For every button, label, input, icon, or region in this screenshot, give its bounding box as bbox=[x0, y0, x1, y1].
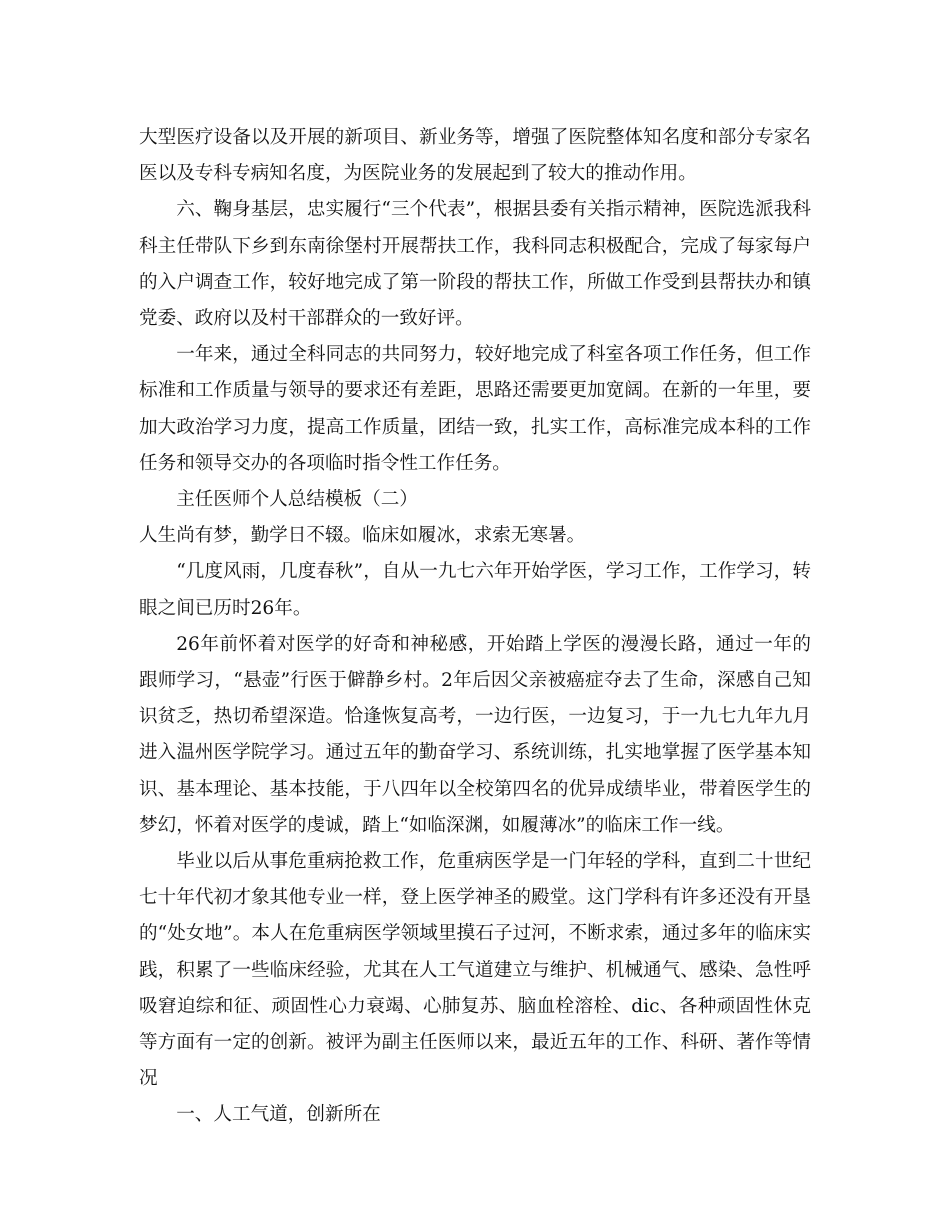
paragraph-section-six: 六、鞠身基层，忠实履行“三个代表”，根据县委有关指示精神，医院选派我科科主任带队下乡到东南徐堡村开展帮扶工作，我科同志积极配合，完成了每家每户的入户调查工作，较好地完成了第一阶段的帮扶工作，所做工作受到县帮扶办和镇党委、政府以及村干部群众的一致好评。 bbox=[139, 199, 811, 330]
paragraph-continuation: 大型医疗设备以及开展的新项目、新业务等，增强了医院整体知名度和部分专家名医以及专科专病知名度，为医院业务的发展起到了较大的推动作用。 bbox=[139, 127, 811, 185]
paragraph-year-summary: 一年来，通过全科同志的共同努力，较好地完成了科室各项工作任务，但工作标准和工作质量与领导的要求还有差距，思路还需要更加宽阔。在新的一年里，要加大政治学习力度，提高工作质量，团结一致，扎实工作，高标准完成本科的工作任务和领导交办的各项临时指令性工作任务。 bbox=[139, 344, 811, 474]
paragraph-education-history: 26年前怀着对医学的好奇和神秘感，开始踏上学医的漫漫长路，通过一年的跟师学习，“悬壶”行医于僻静乡村。2年后因父亲被癌症夺去了生命，深感自己知识贫乏，热切希望深造。恰逢恢复高考，一边行医，一边复习，于一九七九年九月进入温州医学院学习。通过五年的勤奋学习、系统训练，扎实地掌握了医学基本知识、基本理论、基本技能，于八四年以全校第四名的优异成绩毕业，带着医学生的梦幻，怀着对医学的虔诚，踏上“如临深渊，如履薄冰”的临床工作一线。 bbox=[139, 633, 811, 836]
subsection-heading-airway: 一、人工气道，创新所在 bbox=[176, 1104, 381, 1126]
section-title-template-two: 主任医师个人总结模板（二） bbox=[176, 489, 418, 511]
paragraph-motto: 人生尚有梦，勤学日不辍。临床如履冰，求索无寒暑。 bbox=[139, 525, 586, 547]
paragraph-years-of-study: “几度风雨，几度春秋”，自从一九七六年开始学医，学习工作，工作学习，转眼之间已历时26年。 bbox=[139, 561, 811, 619]
paragraph-critical-care-work: 毕业以后从事危重病抢救工作，危重病医学是一门年轻的学科，直到二十世纪七十年代初才象其他专业一样，登上医学神圣的殿堂。这门学科有许多还没有开垦的“处女地”。本人在危重病医学领域里摸石子过河，不断求索，通过多年的临床实践，积累了一些临床经验，尤其在人工气道建立与维护、机械通气、感染、急性呼吸窘迫综和征、顽固性心力衰竭、心肺复苏、脑血栓溶栓、dic、各种顽固性休克等方面有一定的创新。被评为副主任医师以来，最近五年的工作、科研、著作等情况 bbox=[139, 851, 811, 1090]
document-body bbox=[139, 120, 811, 1134]
